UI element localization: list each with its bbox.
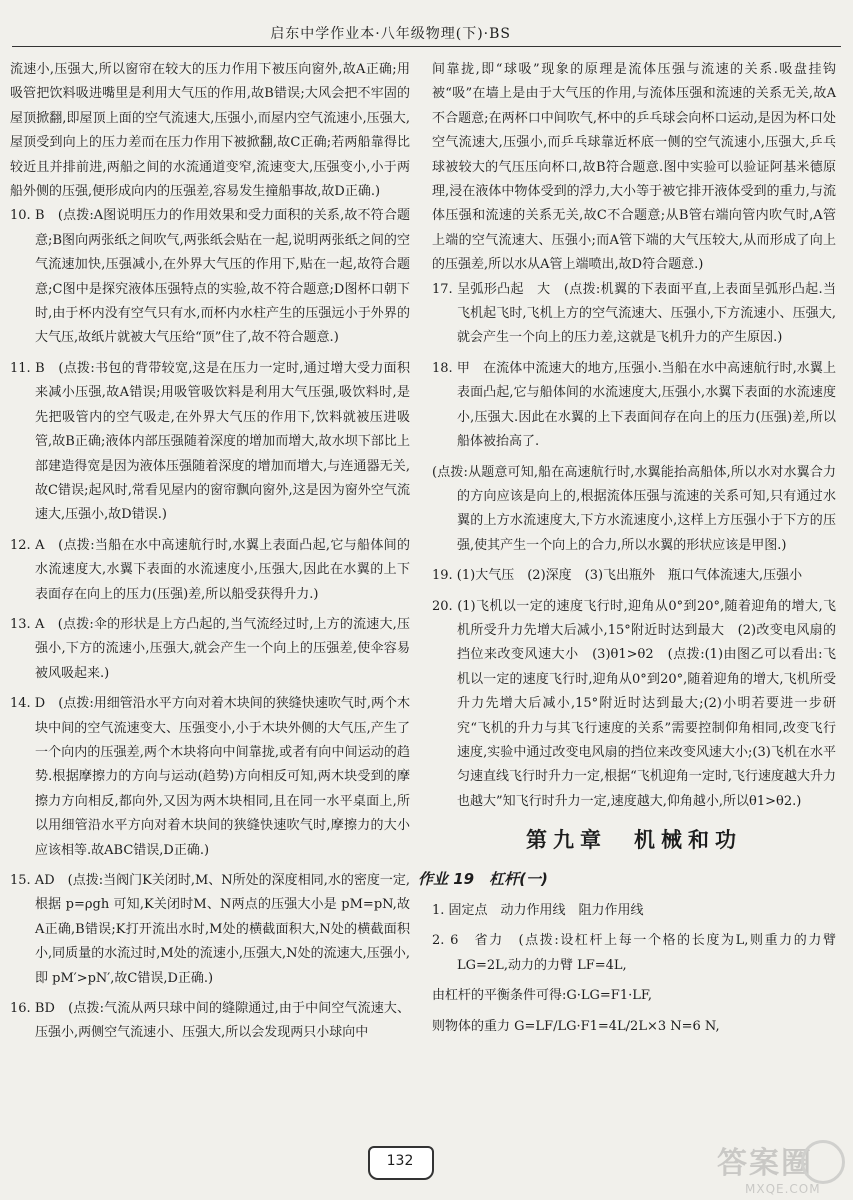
answer-item: 19. (1)大气压 (2)深度 (3)飞出瓶外 瓶口气体流速大,压强小: [432, 568, 803, 584]
answer-item: 由杠杆的平衡条件可得:G·LG=F1·LF,: [432, 988, 652, 1004]
answer-item: 10. B (点拨:A图说明压力的作用效果和受力面积的关系,故不符合题意;B图向两张纸之间吹气,两张纸会贴在一起,说明两张纸之间的空气流速加快,压强减小,在外界大气压的作用下,贴在一起,故符合题意;C图中是探究液体压强特点的实验,故不符合题意;D图杯口朝下时,由于杯内没有空气只有水,而杯内水柱产生的压强远小于外界的大气压,故纸片就被大气压给“顶”住了,故不符合题意.): [10, 208, 410, 346]
answer-item: 则物体的重力 G=LF/LG·F1=4L/2L×3 N=6 N,: [432, 1018, 720, 1034]
answer-item: 17. 呈弧形凸起 大 (点拨:机翼的下表面平直,上表面呈弧形凸起.当飞机起飞时,飞机上方的空气流速大、压强小,下方流速小、压强大,就会产生一个向上的压力差,这就是飞机升力的产生原因.): [432, 281, 836, 346]
header-title: 启东中学作业本·八年级物理(下)·BS: [270, 26, 511, 42]
answer-item: 1. 固定点 动力作用线 阻力作用线: [432, 903, 644, 918]
page-number-badge: [368, 1144, 432, 1180]
answer-item: 12. A (点拨:当船在水中高速航行时,水翼上表面凸起,它与船体间的水流速度大,水翼下表面的水流速度小,压强大,因此在水翼的上下表面存在向上的压力(压强)差,所以船受获得升力.): [10, 537, 410, 602]
watermark-circle-icon: [801, 1140, 845, 1184]
left-column: [10, 58, 410, 1052]
chapter-title: 第九章 机械和功: [526, 828, 742, 853]
left-answer-list: [10, 204, 410, 1045]
answer-item: 20. (1)飞机以一定的速度飞行时,迎角从0°到20°,随着迎角的增大,飞机所受升力先增大后减小,15°附近时达到最大 (2)改变电风扇的挡位来改变风速大小 (3)θ1>θ2 (点拨:(1)由图乙可以看出:飞机以一定的速度飞行时,迎角从0°到20°,随着迎角的增大,飞机所受升力先增大后减小,15°附近时达到最大;(2)小明若要进一步研究“飞机的升力与其飞行速度的关系”需要控制仰角相同,改变飞行速度,实验中通过改变电风扇的挡位来改变风速大小;(3)飞机在水平匀速直线飞行时升力一定,根据“飞机迎角一定时,飞行速度越大升力也越大”知飞行时升力一定,速度越大,仰角越小,所以θ1>θ2.): [432, 598, 836, 809]
answer-item: 14. D (点拨:用细管沿水平方向对着木块间的狭缝快速吹气时,两个木块中间的空气流速变大、压强变小,小于木块外侧的大气压,产生了一个向内的压强差,两个木块将向中间靠拢,或者有向中间运动的趋势.根据摩擦力的方向与运动(趋势)方向相反可知,两木块受到的摩擦力方向相反,都向外,又因为两木块相同,且在同一水平桌面上,所以用细管沿水平方向对着木块间的狭缝快速吹气时,摩擦力的大小应该相等.故ABC错误,D正确.): [10, 696, 410, 858]
watermark-bottom-text: MXQE.COM: [745, 1182, 821, 1196]
right-answer-list: [432, 278, 836, 815]
watermark-logo: [717, 1138, 847, 1196]
answer-item: 18. 甲 在流体中流速大的地方,压强小.当船在水中高速航行时,水翼上表面凸起,它与船体间的水流速度大,压强小,水翼下表面的水流速度小,压强大.因此在水翼的上下表面间存在向上的压力(压强)差,所以船体被抬高了.: [432, 360, 836, 450]
answer-item: 15. AD (点拨:当阀门K关闭时,M、N所处的深度相同,水的密度一定,根据 p=ρgh 可知,K关闭时M、N两点的压强大小是 pM=pN,故A正确,B错误;K打开流出水时,M处的横截面积大,N处的横截面积小,同质量的水流过时,M处的流速小,压强大,N处的流速大,压强小,即 pM′>pN′,故C错误,D正确.): [10, 873, 410, 986]
homework-answer-list: [432, 899, 836, 1039]
watermark-top-text: 答案圈: [717, 1146, 813, 1181]
answer-item: 11. B (点拨:书包的背带较宽,这是在压力一定时,通过增大受力面积来减小压强,故A错误;用吸管吸饮料是利用大气压强,吸饮料时,是先把吸管内的空气吸走,在外界大气压的作用下,饮料就被压进吸管,故B正确;液体内部压强随着深度的增加而增大,故水坝下部比上部建造得宽是因为液体压强随着深度的增加而增大,与连通器无关,故C错误;起风时,常看见屋内的窗帘飘向窗外,这是因为窗外空气流速大,压强小,故D错误.): [10, 360, 410, 523]
page-number: 132: [386, 1153, 414, 1169]
answer-item: 13. A (点拨:伞的形状是上方凸起的,当气流经过时,上方的流速大,压强小,下方的流速小,压强大,就会产生一个向上的压强差,使伞容易被风吸起来.): [10, 616, 410, 681]
answer-item: (点拨:从题意可知,船在高速航行时,水翼能抬高船体,所以水对水翼合力的方向应该是向上的,根据流体压强与流速的关系可知,只有通过水翼的上方水流速度大,下方水流速度小,这样上方压强小于下方的压强,使其产生一个向上的合力,所以水翼的形状应该是甲图.): [432, 464, 836, 553]
right-continuation: 间靠拢,即“球吸”现象的原理是流体压强与流速的关系.吸盘挂钩被“吸”在墙上是由于大气压的作用,与流体压强和流速的关系无关,故A不合题意;在两杯口中间吹气,杯中的乒乓球会向杯口运动,是因为杯口处空气流速大,压强小,而乒乓球靠近杯底一侧的空气流速小,压强大,乒乓球被较大的气压压向杯口,故B符合题意.图中实验可以验证阿基米德原理,浸在液体中物体受到的浮力,大小等于被它排开液体受到的重力,与流体压强和流速的关系无关,故C不合题意;从B管右端向管内吹气时,A管上端的空气流速大、压强小;而A管下端的大气压较大,从而形成了向上的压强差,所以水从A管上端喷出,故D符合题意.): [432, 62, 836, 273]
page-header: [12, 20, 841, 47]
right-column: [418, 58, 836, 1045]
left-intro: 流速小,压强大,所以窗帘在较大的压力作用下被压向窗外,故A正确;用吸管把饮料吸进嘴里是利用大气压的作用,故B错误;大风会把不牢固的屋顶掀翻,即屋顶上面的空气流速大,压强小,而屋内空气流速小,压强大,屋顶受到向上的压力差而在压力作用下被掀翻,故C正确;若两船靠得比较近且并排前进,两船之间的水流通道变窄,流速变大,压强变小,小于两船外侧的压强,便形成向内的压强差,容易发生撞船事故,故D正确.): [10, 62, 410, 200]
answer-item: 2. 6 省力 (点拨:设杠杆上每一个格的长度为L,则重力的力臂 LG=2L,动力的力臂 LF=4L,: [432, 933, 836, 973]
homework-title: 作业 19 杠杆(一): [418, 869, 548, 888]
answer-item: 16. BD (点拨:气流从两只球中间的缝隙通过,由于中间空气流速大、压强小,两侧空气流速小、压强大,所以会发现两只小球向中: [10, 1001, 410, 1041]
